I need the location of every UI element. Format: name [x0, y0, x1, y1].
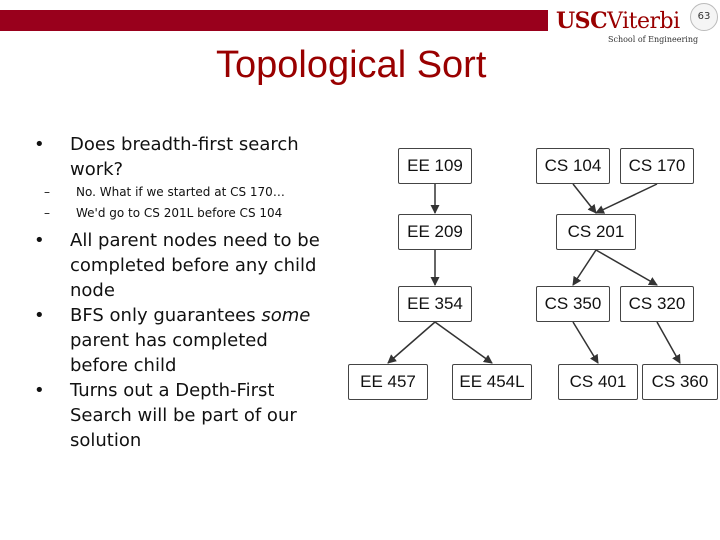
bullet-dot: •: [34, 134, 45, 155]
bullet-text: Turns out a Depth-First Search will be part of our solution: [70, 380, 297, 451]
bullet-dot: •: [34, 380, 45, 401]
edge-cs170-cs201: [596, 184, 657, 213]
bullet-dot: •: [34, 230, 45, 251]
logo-usc: USC: [556, 8, 608, 34]
bullet-text: Does breadth-first search work?: [70, 134, 299, 180]
edge-cs201-cs350: [573, 250, 596, 285]
node-ee457: EE 457: [348, 364, 428, 400]
edge-ee354-ee457: [388, 322, 435, 363]
node-cs201: CS 201: [556, 214, 636, 250]
node-cs170: CS 170: [620, 148, 694, 184]
node-ee454l: EE 454L: [452, 364, 532, 400]
logo-subtitle: School of Engineering: [608, 35, 699, 44]
sub-bullet-dash: –: [44, 185, 50, 199]
sub-bullet-text: We'd go to CS 201L before CS 104: [76, 206, 283, 220]
edge-cs201-cs320: [596, 250, 657, 285]
bullet-text: All parent nodes need to be completed before any child node: [70, 230, 320, 301]
slide-title: Topological Sort: [216, 44, 487, 86]
page-number: 63: [690, 3, 718, 31]
node-cs401: CS 401: [558, 364, 638, 400]
sub-bullet-text: No. What if we started at CS 170…: [76, 185, 285, 199]
edge-cs104-cs201: [573, 184, 596, 213]
edge-cs320-cs360: [657, 322, 680, 363]
bullet-text-start: BFS only guarantees: [70, 305, 262, 326]
edge-ee354-ee454l: [435, 322, 492, 363]
sub-bullet-dash: –: [44, 206, 50, 220]
node-ee354: EE 354: [398, 286, 472, 322]
node-cs320: CS 320: [620, 286, 694, 322]
node-cs360: CS 360: [642, 364, 718, 400]
logo-viterbi: Viterbi: [607, 9, 680, 34]
bullet-emphasis: some: [261, 305, 311, 326]
bullet-dot: •: [34, 305, 45, 326]
edge-cs350-cs401: [573, 322, 598, 363]
bullet-text-end: parent has completed before child: [70, 330, 268, 376]
node-ee109: EE 109: [398, 148, 472, 184]
node-cs104: CS 104: [536, 148, 610, 184]
node-ee209: EE 209: [398, 214, 472, 250]
node-cs350: CS 350: [536, 286, 610, 322]
